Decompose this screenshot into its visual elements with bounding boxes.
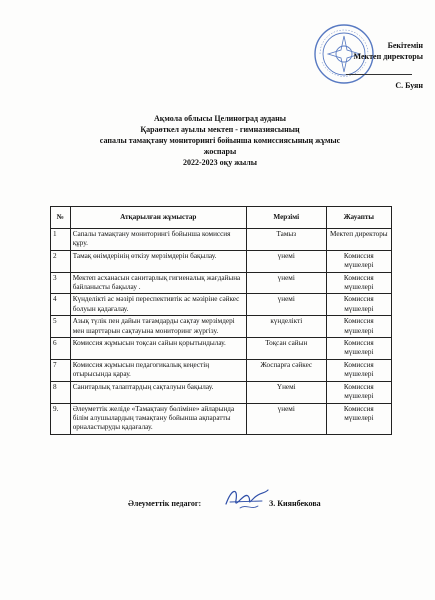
table-row <box>51 250 392 272</box>
row-number: 1 <box>51 229 71 251</box>
header-tasks: Атқарылған жұмыстар <box>70 207 246 229</box>
row-task: Азық түлік пен дайын тағамдарды сақтау мерзімдері мен шарттарын сақтауына мониторинг жүргізу. <box>70 316 246 338</box>
title-region: Ақмола облысы Целиноград ауданы <box>153 114 287 123</box>
header-term: Мерзімі <box>246 207 326 229</box>
header-responsible: Жауапты <box>326 207 391 229</box>
approval-approved: Бекітемін <box>387 41 423 50</box>
row-number: 8 <box>51 381 71 403</box>
row-number: 6 <box>51 338 71 360</box>
row-number: 4 <box>51 294 71 316</box>
table-row <box>51 272 392 294</box>
handwritten-signature <box>222 484 272 514</box>
row-term: үнемі <box>246 272 326 294</box>
table-row <box>51 294 392 316</box>
approval-block <box>300 40 435 98</box>
row-task: Мектеп асханасын санитарлық гигиеналық жағдайына байланысты бақылау . <box>70 272 246 294</box>
row-responsible: Комиссия мүшелері <box>326 338 391 360</box>
row-responsible: Комиссия мүшелері <box>326 403 391 434</box>
approval-position: Мектеп директоры <box>353 52 423 61</box>
row-task: Санитарлық талаптардың сақталуын бақылау. <box>70 381 246 403</box>
row-number: 7 <box>51 359 71 381</box>
row-task: Комиссия жұмысын педагогикалық кеңестің отырысында қарау. <box>70 359 246 381</box>
footer-role: Әлеуметтік педагог: <box>128 499 202 508</box>
table-row <box>51 338 392 360</box>
row-task: Әлеуметтік желіде «Тамақтану бөліміне» айларында білім алушылардың тамақтану бойынша ақпаратты орналастыруды қадағалау. <box>70 403 246 434</box>
row-term: үнемі <box>246 403 326 434</box>
row-term: күнделікті <box>246 316 326 338</box>
work-plan-table <box>50 206 392 435</box>
row-term: Тоқсан сайын <box>246 338 326 360</box>
title-plan: жоспары <box>203 147 237 156</box>
row-task: Сапалы тамақтану мониторингі бойынша комиссия құру. <box>70 229 246 251</box>
title-commission: сапалы тамақтану мониторингі бойынша комиссиясының жұмыс <box>99 136 341 145</box>
row-responsible: Комиссия мүшелері <box>326 250 391 272</box>
footer-name: З. Киянбекова <box>269 499 321 508</box>
row-task: Комиссия жұмысын тоқсан сайын қорытындылау. <box>70 338 246 360</box>
footer-signature-line <box>128 499 321 508</box>
title-school: Қараөткел ауылы мектеп - гимназиясының <box>140 125 300 134</box>
row-term: Үнемі <box>246 381 326 403</box>
title-year: 2022-2023 оқу жылы <box>182 158 258 167</box>
table-row <box>51 381 392 403</box>
row-number: 3 <box>51 272 71 294</box>
row-responsible: Комиссия мүшелері <box>326 381 391 403</box>
row-term: Тамыз <box>246 229 326 251</box>
document-title <box>40 113 400 168</box>
signature-line <box>346 74 412 75</box>
table-row <box>51 316 392 338</box>
table-row <box>51 229 392 251</box>
row-responsible: Комиссия мүшелері <box>326 316 391 338</box>
row-term: үнемі <box>246 294 326 316</box>
table-row <box>51 403 392 434</box>
row-task: Тамақ өнімдерінің өткізу мерзімдерін бақылау. <box>70 250 246 272</box>
row-responsible: Комиссия мүшелері <box>326 359 391 381</box>
header-number: № <box>51 207 71 229</box>
row-task: Күнделікті ас мәзірі переспективтік ас мәзіріне сәйкес болуын қадағалау. <box>70 294 246 316</box>
row-term: үнемі <box>246 250 326 272</box>
row-responsible: Комиссия мүшелері <box>326 272 391 294</box>
approval-name: С. Буян <box>395 81 423 90</box>
row-number: 2 <box>51 250 71 272</box>
row-number: 5 <box>51 316 71 338</box>
table-header-row <box>51 207 392 229</box>
row-term: Жоспарға сәйкес <box>246 359 326 381</box>
row-responsible: Комиссия мүшелері <box>326 294 391 316</box>
row-number: 9. <box>51 403 71 434</box>
row-responsible: Мектеп директоры <box>326 229 391 251</box>
table-row <box>51 359 392 381</box>
